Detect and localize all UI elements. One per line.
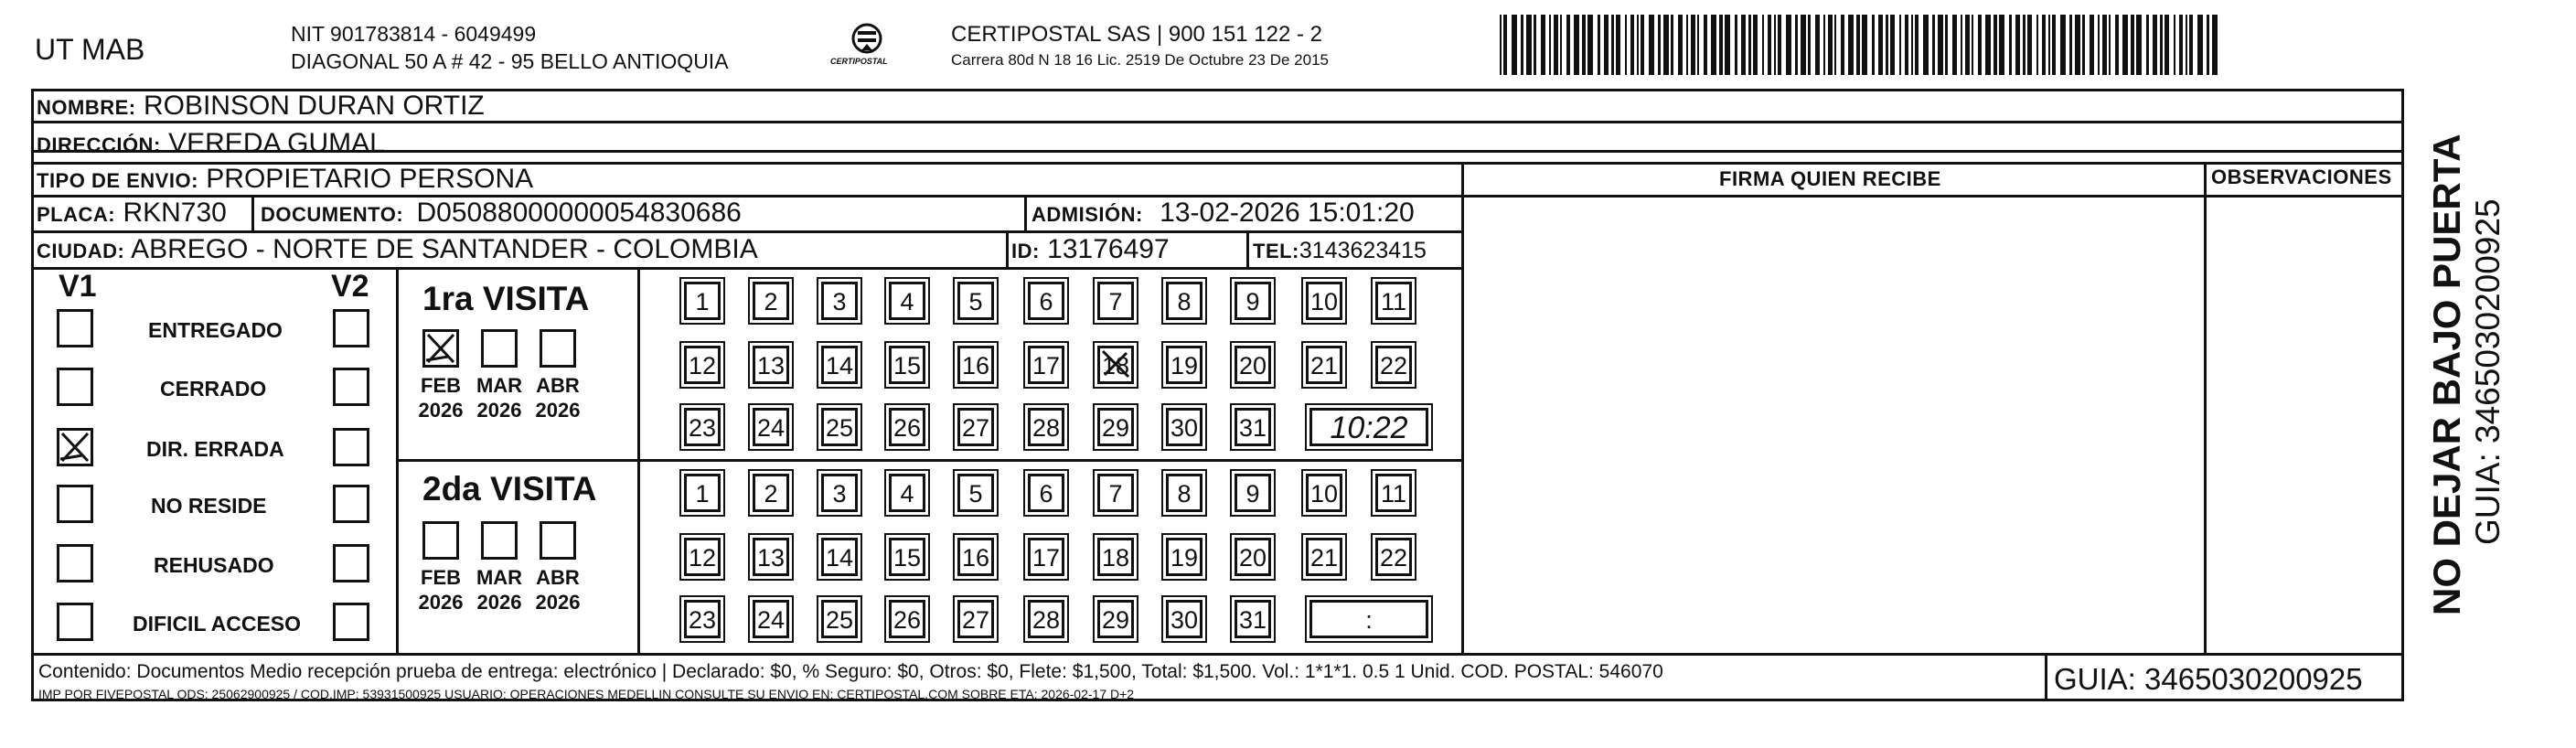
day-box[interactable]: 13 <box>753 538 789 576</box>
day-box[interactable]: 30 <box>1166 600 1202 638</box>
month-checkbox[interactable] <box>540 329 576 368</box>
observaciones-label: OBSERVACIONES <box>2211 166 2392 188</box>
month-year: 2026 <box>535 591 581 614</box>
day-box[interactable]: 24 <box>753 408 789 446</box>
day-box[interactable]: 7 <box>1097 282 1134 320</box>
month-checkbox[interactable] <box>422 521 459 560</box>
day-box[interactable]: 1 <box>684 282 721 320</box>
month-name: MAR <box>476 566 523 589</box>
day-box[interactable]: 21 <box>1306 538 1342 576</box>
day-box[interactable]: 5 <box>957 474 994 512</box>
day-box[interactable]: 3 <box>821 282 858 320</box>
day-box[interactable]: 24 <box>753 600 789 638</box>
status-label: DIFICIL ACCESO <box>133 612 302 636</box>
direccion-row <box>37 128 385 161</box>
month-label <box>413 373 468 422</box>
month-label <box>530 373 585 422</box>
documento-row <box>261 198 742 230</box>
day-box[interactable]: 4 <box>889 474 925 512</box>
day-box[interactable]: 20 <box>1235 538 1271 576</box>
day-box[interactable]: 6 <box>1028 474 1064 512</box>
month-name: MAR <box>476 374 523 397</box>
id-row <box>1011 234 1170 267</box>
day-box[interactable]: 31 <box>1235 600 1271 638</box>
status-label: NO RESIDE <box>151 494 267 518</box>
day-box[interactable]: 27 <box>957 600 994 638</box>
month-checkbox[interactable] <box>540 521 576 560</box>
day-box[interactable]: 27 <box>957 408 994 446</box>
time-box[interactable]: : <box>1309 600 1428 638</box>
month-name: FEB <box>421 374 461 397</box>
day-box[interactable]: 6 <box>1028 282 1064 320</box>
day-box[interactable]: 9 <box>1235 282 1271 320</box>
day-box[interactable] <box>1097 346 1134 384</box>
month-checkbox[interactable] <box>481 521 518 560</box>
day-box[interactable]: 2 <box>753 282 789 320</box>
logo-text: CERTIPOSTAL <box>830 57 888 66</box>
placa-row <box>37 198 227 230</box>
day-box[interactable]: 5 <box>957 282 994 320</box>
admision-value: 13-02-2026 15:01:20 <box>1160 198 1415 228</box>
status-label: CERRADO <box>160 377 267 401</box>
carrier-address: Carrera 80d N 18 16 Lic. 2519 De Octubre 23 De 2015 <box>951 51 1329 69</box>
month-year: 2026 <box>535 399 581 422</box>
v2-label: V2 <box>331 269 369 304</box>
admision-row <box>1031 198 1415 230</box>
firma-label: FIRMA QUIEN RECIBE <box>1719 167 1941 190</box>
day-box[interactable]: 16 <box>957 538 994 576</box>
day-box[interactable]: 29 <box>1097 408 1134 446</box>
documento-label: DOCUMENTO: <box>261 203 404 226</box>
day-box[interactable]: 13 <box>753 346 789 384</box>
day-box[interactable]: 26 <box>889 600 925 638</box>
footer-guia: GUIA: 3465030200925 <box>2054 662 2363 696</box>
status-label: REHUSADO <box>154 553 274 577</box>
v1-checkbox[interactable] <box>57 309 93 347</box>
month-name: ABR <box>536 566 580 589</box>
no-dejar-bajo-puerta: NO DEJAR BAJO PUERTA <box>2425 134 2468 615</box>
side-guia: GUIA: 3465030200925 <box>2469 198 2507 545</box>
month-label <box>413 565 468 614</box>
day-box[interactable]: 15 <box>889 538 925 576</box>
day-box[interactable]: 28 <box>1028 408 1064 446</box>
id-label: ID: <box>1011 240 1040 262</box>
tel-value: 3143623415 <box>1299 238 1427 263</box>
day-box[interactable]: 10 <box>1306 474 1342 512</box>
v2-checkbox[interactable] <box>333 309 369 347</box>
ciudad-row <box>37 234 758 267</box>
day-box[interactable]: 30 <box>1166 408 1202 446</box>
tipo-row <box>37 164 533 197</box>
day-box[interactable]: 25 <box>821 600 858 638</box>
id-value: 13176497 <box>1047 234 1170 264</box>
month-year: 2026 <box>476 591 522 614</box>
tel-label: TEL: <box>1253 240 1299 262</box>
nombre-label: NOMBRE: <box>37 96 136 119</box>
day-box[interactable]: 19 <box>1166 346 1202 384</box>
placa-label: PLACA: <box>37 203 116 226</box>
day-box[interactable]: 1 <box>684 474 721 512</box>
day-box[interactable]: 11 <box>1375 474 1412 512</box>
v1-label: V1 <box>59 269 97 304</box>
day-box[interactable]: 12 <box>684 538 721 576</box>
visit1-title: 1ra VISITA <box>422 280 590 317</box>
company-name: UT MAB <box>35 33 145 66</box>
v1-checkbox[interactable] <box>57 544 93 582</box>
month-year: 2026 <box>476 399 522 422</box>
day-box[interactable]: 11 <box>1375 282 1412 320</box>
placa-value: RKN730 <box>123 198 227 228</box>
month-checkbox[interactable] <box>422 329 459 368</box>
direccion-value: VEREDA GUMAL <box>168 128 385 158</box>
status-label: DIR. ERRADA <box>146 437 284 461</box>
v2-checkbox[interactable] <box>333 603 369 641</box>
time-box[interactable]: 10:22 <box>1309 408 1428 446</box>
day-box[interactable]: 17 <box>1028 346 1064 384</box>
day-box[interactable]: 8 <box>1166 282 1202 320</box>
month-label <box>472 565 527 614</box>
v2-checkbox[interactable] <box>333 485 369 523</box>
day-box[interactable]: 21 <box>1306 346 1342 384</box>
month-name: ABR <box>536 374 580 397</box>
day-box[interactable]: 29 <box>1097 600 1134 638</box>
ciudad-label: CIUDAD: <box>37 240 125 262</box>
day-box[interactable]: 10 <box>1306 282 1342 320</box>
month-checkbox[interactable] <box>481 329 518 368</box>
day-box[interactable]: 19 <box>1166 538 1202 576</box>
tel-row <box>1253 234 1427 267</box>
month-label <box>472 373 527 422</box>
day-box[interactable]: 8 <box>1166 474 1202 512</box>
ciudad-value: ABREGO - NORTE DE SANTANDER - COLOMBIA <box>131 234 758 264</box>
day-box[interactable]: 9 <box>1235 474 1271 512</box>
day-box[interactable]: 28 <box>1028 600 1064 638</box>
company-nit: NIT 901783814 - 6049499 <box>291 22 537 46</box>
day-box[interactable]: 3 <box>821 474 858 512</box>
nombre-value: ROBINSON DURAN ORTIZ <box>143 91 485 121</box>
v1-checkbox[interactable] <box>57 428 93 466</box>
v2-checkbox[interactable] <box>333 544 369 582</box>
month-year: 2026 <box>418 591 464 614</box>
month-label <box>530 565 585 614</box>
day-box[interactable]: 17 <box>1028 538 1064 576</box>
v1-checkbox[interactable] <box>57 603 93 641</box>
month-name: FEB <box>421 566 461 589</box>
tipo-label: TIPO DE ENVIO: <box>37 169 198 192</box>
day-box[interactable]: 4 <box>889 282 925 320</box>
day-box[interactable]: 26 <box>889 408 925 446</box>
v1-checkbox[interactable] <box>57 485 93 523</box>
day-box[interactable]: 15 <box>889 346 925 384</box>
visit2-title: 2da VISITA <box>422 470 597 508</box>
footer-imp: IMP POR FIVEPOSTAL ODS: 25062900925 / COD.IMP: 53931500925 USUARIO: OPERACIONES MEDELLIN CONSULTE SU ENVIO EN: CERTIPOSTAL.COM SOBRE ETA: 2026-02-17 D+2 <box>38 687 1135 701</box>
status-label: ENTREGADO <box>148 318 283 342</box>
day-box[interactable]: 7 <box>1097 474 1134 512</box>
v2-checkbox[interactable] <box>333 368 369 406</box>
day-box[interactable]: 22 <box>1375 346 1412 384</box>
day-box[interactable]: 23 <box>684 408 721 446</box>
certipostal-logo <box>821 20 913 70</box>
month-year: 2026 <box>418 399 464 422</box>
day-box[interactable]: 12 <box>684 346 721 384</box>
footer-contenido: Contenido: Documentos Medio recepción prueba de entrega: electrónico | Declarado: $0, % Seguro: $0, Otros: $0, Flete: $1,500, Total: $1,500. Vol.: 1*1*1. 0.5 1 Unid. COD. POSTAL: 546070 <box>38 661 1663 682</box>
day-box[interactable]: 20 <box>1235 346 1271 384</box>
v2-checkbox[interactable] <box>333 428 369 466</box>
v1-checkbox[interactable] <box>57 368 93 406</box>
admision-label: ADMISIÓN: <box>1031 203 1143 226</box>
tipo-value: PROPIETARIO PERSONA <box>206 164 534 194</box>
company-address: DIAGONAL 50 A # 42 - 95 BELLO ANTIOQUIA <box>291 49 729 73</box>
day-box[interactable]: 23 <box>684 600 721 638</box>
direccion-label: DIRECCIÓN: <box>37 134 161 156</box>
day-box[interactable]: 14 <box>821 538 858 576</box>
barcode <box>1500 15 2231 75</box>
carrier-name: CERTIPOSTAL SAS | 900 151 122 - 2 <box>951 22 1322 47</box>
nombre-row <box>37 91 485 123</box>
day-box[interactable]: 14 <box>821 346 858 384</box>
day-box[interactable]: 18 <box>1097 538 1134 576</box>
day-box[interactable]: 25 <box>821 408 858 446</box>
day-box[interactable]: 2 <box>753 474 789 512</box>
day-box[interactable]: 16 <box>957 346 994 384</box>
day-box[interactable]: 31 <box>1235 408 1271 446</box>
documento-value: D05088000000054830686 <box>416 198 742 228</box>
day-number: 18 <box>1101 352 1130 379</box>
day-box[interactable]: 22 <box>1375 538 1412 576</box>
